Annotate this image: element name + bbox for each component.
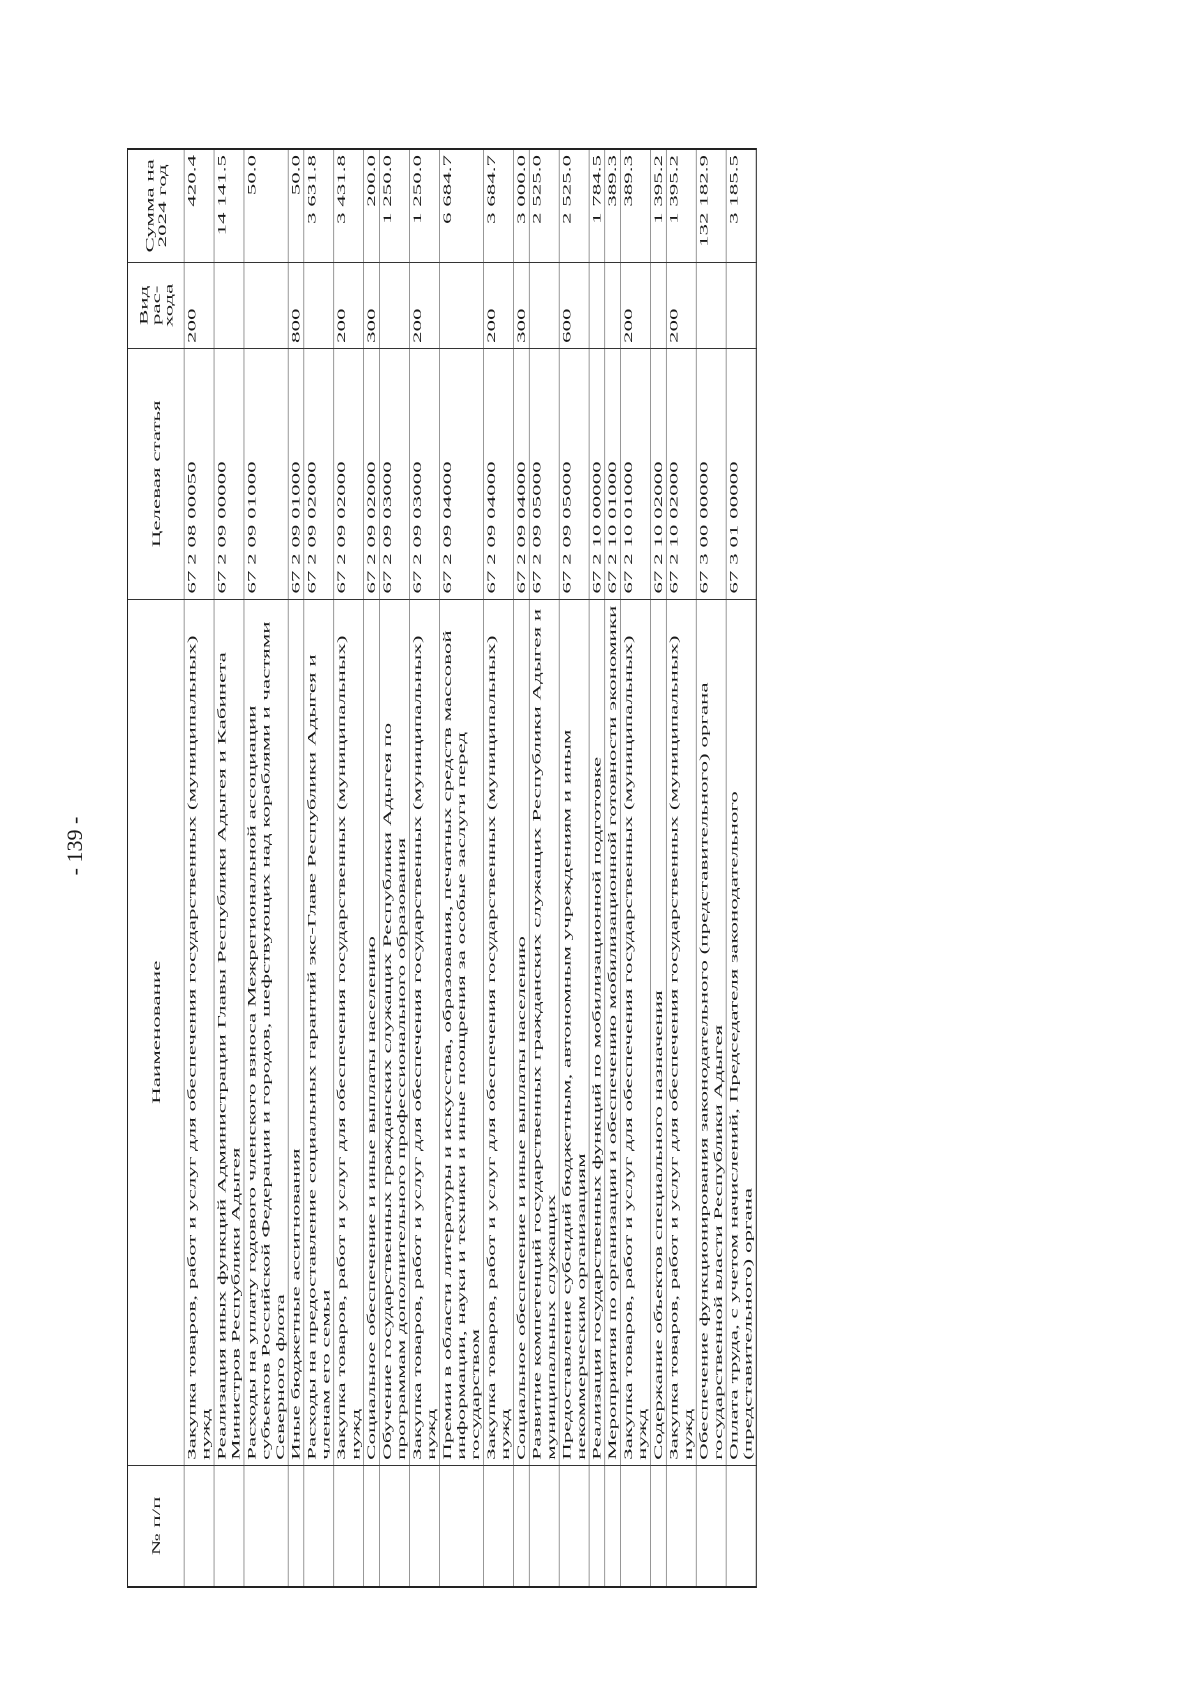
row-type-cell <box>244 262 288 348</box>
row-type-cell: 300 <box>513 262 529 348</box>
row-name-cell: Социальное обеспечение и иные выплаты населению <box>513 599 529 1465</box>
table-row <box>484 149 514 1587</box>
row-sum-cell: 3 431.8 <box>334 149 364 262</box>
row-code-cell: 67 3 01 00000 <box>726 349 756 600</box>
row-number-cell <box>184 1465 214 1587</box>
row-name-cell: Реализация иных функций Администрации Главы Республики Адыгея и Кабинета Министров Республики Адыгея <box>214 599 244 1465</box>
row-type-cell: 200 <box>334 262 364 348</box>
row-name-cell: Закупка товаров, работ и услуг для обеспечения государственных (муниципальных) нужд <box>409 599 439 1465</box>
row-number-cell <box>409 1465 439 1587</box>
row-sum-cell: 2 525.0 <box>559 149 589 262</box>
row-number-cell <box>589 1465 605 1587</box>
table-row <box>621 149 651 1587</box>
row-type-cell: 200 <box>666 262 696 348</box>
row-number-cell <box>379 1465 409 1587</box>
row-sum-cell: 132 182.9 <box>696 149 726 262</box>
row-type-cell: 600 <box>559 262 589 348</box>
table-row <box>589 149 605 1587</box>
row-code-cell: 67 2 09 01000 <box>244 349 288 600</box>
row-number-cell <box>244 1465 288 1587</box>
row-sum-cell: 14 141.5 <box>214 149 244 262</box>
table-row <box>409 149 439 1587</box>
row-code-cell: 67 2 09 03000 <box>379 349 409 600</box>
row-sum-cell: 1 395.2 <box>650 149 666 262</box>
header-sum: Сумма на 2024 год <box>128 149 185 262</box>
row-number-cell <box>439 1465 483 1587</box>
table-scaler <box>127 148 757 1588</box>
row-type-cell: 800 <box>288 262 304 348</box>
row-name-cell: Обучение государственных гражданских служащих Республики Адыгея по программам дополнительного профессионального образования <box>379 599 409 1465</box>
header-num: № п/п <box>128 1465 185 1587</box>
header-type: Вид рас-хода <box>128 262 185 348</box>
row-name-cell: Реализация государственных функций по мобилизационной подготовке <box>589 599 605 1465</box>
row-name-cell: Закупка товаров, работ и услуг для обеспечения государственных (муниципальных) нужд <box>666 599 696 1465</box>
row-code-cell: 67 2 09 03000 <box>409 349 439 600</box>
row-type-cell <box>650 262 666 348</box>
budget-table <box>127 148 757 1588</box>
row-sum-cell: 50.0 <box>288 149 304 262</box>
row-number-cell <box>666 1465 696 1587</box>
row-number-cell <box>288 1465 304 1587</box>
row-name-cell: Социальное обеспечение и иные выплаты населению <box>364 599 380 1465</box>
table-row <box>439 149 483 1587</box>
table-row <box>726 149 756 1587</box>
row-type-cell <box>696 262 726 348</box>
table-row <box>364 149 380 1587</box>
row-code-cell: 67 3 00 00000 <box>696 349 726 600</box>
row-code-cell: 67 2 09 05000 <box>559 349 589 600</box>
row-type-cell: 200 <box>621 262 651 348</box>
row-name-cell: Обеспечение функционирования законодательного (представительного) органа государственной власти Республики Адыгея <box>696 599 726 1465</box>
row-sum-cell: 420.4 <box>184 149 214 262</box>
row-number-cell <box>214 1465 244 1587</box>
row-number-cell <box>696 1465 726 1587</box>
rotated-table-container <box>127 130 1200 1588</box>
row-code-cell: 67 2 09 05000 <box>529 349 559 600</box>
row-type-cell: 200 <box>184 262 214 348</box>
row-sum-cell: 389.3 <box>605 149 621 262</box>
row-sum-cell: 1 395.2 <box>666 149 696 262</box>
table-row <box>605 149 621 1587</box>
row-type-cell <box>529 262 559 348</box>
row-sum-cell: 3 684.7 <box>484 149 514 262</box>
row-name-cell: Предоставление субсидий бюджетным, автономным учреждениям и иным некоммерческим организациям <box>559 599 589 1465</box>
table-row <box>650 149 666 1587</box>
row-sum-cell: 3 185.5 <box>726 149 756 262</box>
row-type-cell <box>589 262 605 348</box>
row-type-cell <box>605 262 621 348</box>
row-name-cell: Расходы на уплату годового членского взноса Межрегиональной ассоциации субъектов Российской Федерации и городов, шефствующих над кораблями и частями Северного флота <box>244 599 288 1465</box>
row-code-cell: 67 2 10 01000 <box>621 349 651 600</box>
table-row <box>379 149 409 1587</box>
table-row <box>304 149 334 1587</box>
row-sum-cell: 389.3 <box>621 149 651 262</box>
row-sum-cell: 50.0 <box>244 149 288 262</box>
row-sum-cell: 1 250.0 <box>409 149 439 262</box>
page-number: - 139 - <box>62 816 87 876</box>
row-code-cell: 67 2 09 01000 <box>288 349 304 600</box>
row-code-cell: 67 2 10 00000 <box>589 349 605 600</box>
row-number-cell <box>304 1465 334 1587</box>
row-type-cell: 300 <box>364 262 380 348</box>
row-name-cell: Закупка товаров, работ и услуг для обеспечения государственных (муниципальных) нужд <box>334 599 364 1465</box>
row-code-cell: 67 2 10 02000 <box>650 349 666 600</box>
row-sum-cell: 200.0 <box>364 149 380 262</box>
row-code-cell: 67 2 10 02000 <box>666 349 696 600</box>
table-row <box>696 149 726 1587</box>
row-type-cell <box>304 262 334 348</box>
row-number-cell <box>334 1465 364 1587</box>
table-row <box>334 149 364 1587</box>
header-row <box>128 149 185 1587</box>
row-name-cell: Премии в области литературы и искусства, образования, печатных средств массовой информации, науки и техники и иные поощрения за особые заслуги перед государством <box>439 599 483 1465</box>
row-number-cell <box>529 1465 559 1587</box>
row-sum-cell: 1 784.5 <box>589 149 605 262</box>
row-name-cell: Закупка товаров, работ и услуг для обеспечения государственных (муниципальных) нужд <box>484 599 514 1465</box>
table-row <box>214 149 244 1587</box>
header-code: Целевая статья <box>128 349 185 600</box>
table-row <box>244 149 288 1587</box>
row-name-cell: Закупка товаров, работ и услуг для обеспечения государственных (муниципальных) нужд <box>621 599 651 1465</box>
row-number-cell <box>513 1465 529 1587</box>
row-name-cell: Расходы на предоставление социальных гарантий экс-Главе Республики Адыгея и членам его семьи <box>304 599 334 1465</box>
row-name-cell: Оплата труда, с учетом начислений, Председателя законодательного (представительного) органа <box>726 599 756 1465</box>
row-number-cell <box>364 1465 380 1587</box>
table-row <box>184 149 214 1587</box>
row-code-cell: 67 2 09 04000 <box>484 349 514 600</box>
row-code-cell: 67 2 09 02000 <box>304 349 334 600</box>
row-code-cell: 67 2 10 01000 <box>605 349 621 600</box>
row-code-cell: 67 2 09 02000 <box>334 349 364 600</box>
row-sum-cell: 2 525.0 <box>529 149 559 262</box>
row-number-cell <box>650 1465 666 1587</box>
row-code-cell: 67 2 09 02000 <box>364 349 380 600</box>
row-number-cell <box>559 1465 589 1587</box>
row-code-cell: 67 2 09 00000 <box>214 349 244 600</box>
row-type-cell: 200 <box>484 262 514 348</box>
row-type-cell <box>214 262 244 348</box>
table-row <box>559 149 589 1587</box>
row-sum-cell: 6 684.7 <box>439 149 483 262</box>
row-name-cell: Иные бюджетные ассигнования <box>288 599 304 1465</box>
row-number-cell <box>621 1465 651 1587</box>
row-type-cell: 200 <box>409 262 439 348</box>
header-name: Наименование <box>128 599 185 1465</box>
table-row <box>288 149 304 1587</box>
row-name-cell: Содержание объектов специального назначения <box>650 599 666 1465</box>
row-code-cell: 67 2 08 00050 <box>184 349 214 600</box>
row-name-cell: Закупка товаров, работ и услуг для обеспечения государственных (муниципальных) нужд <box>184 599 214 1465</box>
row-type-cell <box>439 262 483 348</box>
row-name-cell: Мероприятия по организации и обеспечению мобилизационной готовности экономики <box>605 599 621 1465</box>
table-row <box>666 149 696 1587</box>
row-sum-cell: 3 631.8 <box>304 149 334 262</box>
row-number-cell <box>484 1465 514 1587</box>
row-number-cell <box>726 1465 756 1587</box>
row-name-cell: Развитие компетенций государственных гражданских служащих Республики Адыгея и муниципальных служащих <box>529 599 559 1465</box>
row-code-cell: 67 2 09 04000 <box>439 349 483 600</box>
row-number-cell <box>605 1465 621 1587</box>
row-code-cell: 67 2 09 04000 <box>513 349 529 600</box>
table-row <box>513 149 529 1587</box>
row-sum-cell: 1 250.0 <box>379 149 409 262</box>
row-sum-cell: 3 000.0 <box>513 149 529 262</box>
row-type-cell <box>726 262 756 348</box>
table-row <box>529 149 559 1587</box>
row-type-cell <box>379 262 409 348</box>
